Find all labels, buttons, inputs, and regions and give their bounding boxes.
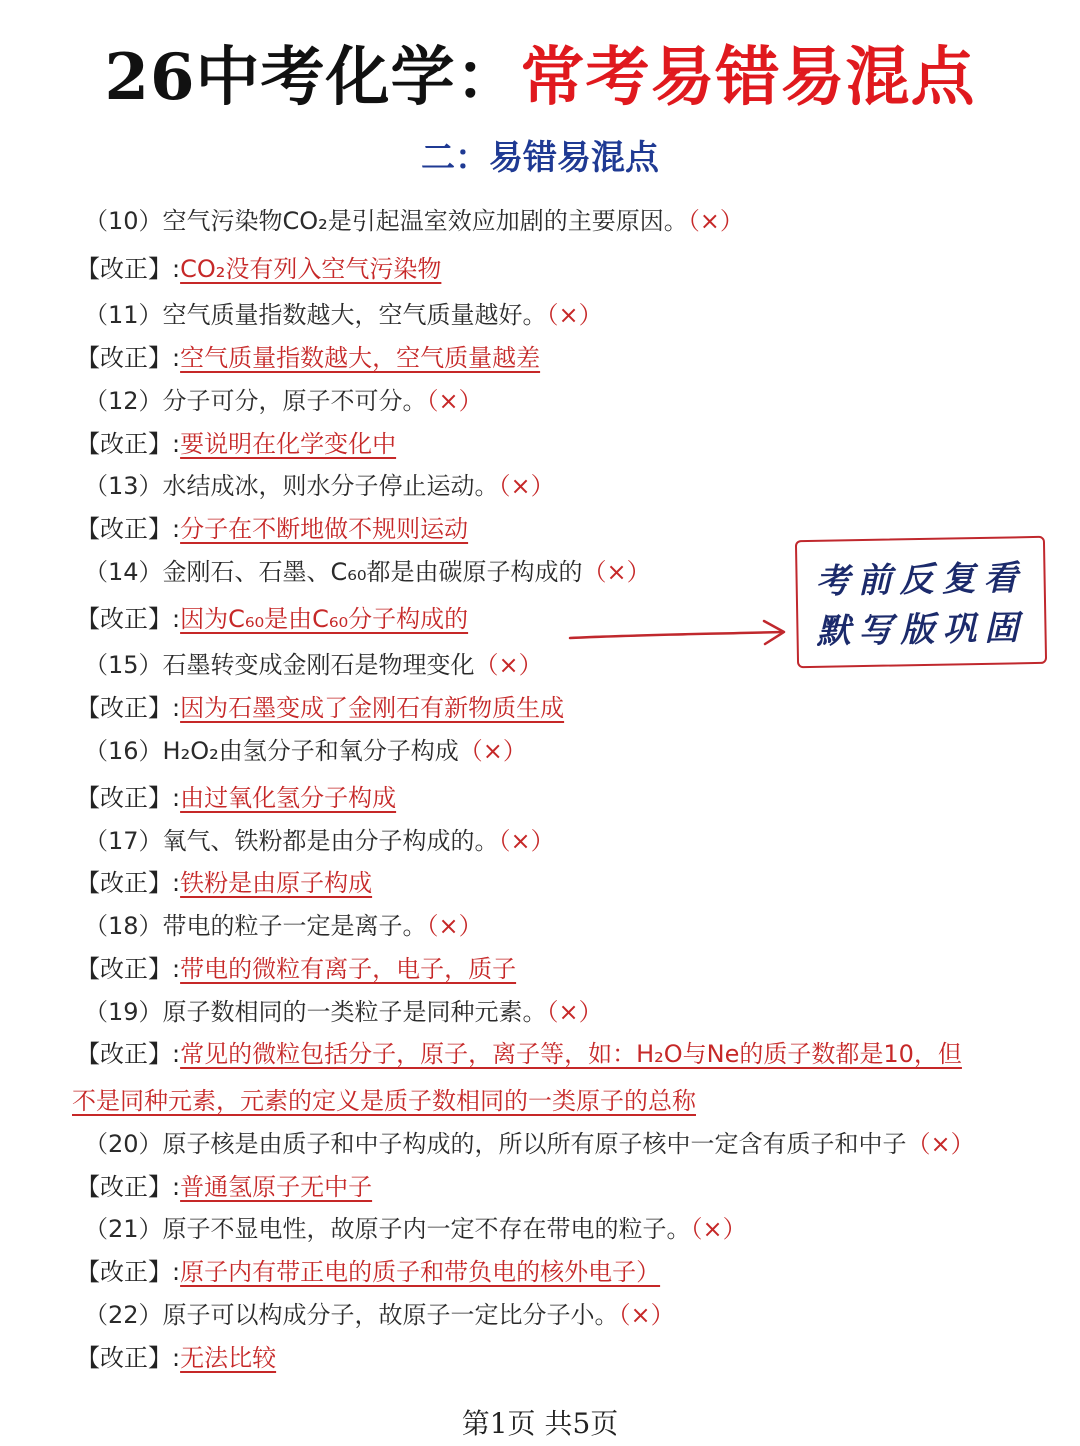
title-black-part: 26中考化学： (104, 40, 521, 115)
question-11: （11）空气质量指数越大，空气质量越好。（×） (84, 301, 603, 329)
correction-14: 【改正】:因为C₆₀是由C₆₀分子构成的 (76, 605, 469, 633)
correction-10: 【改正】:CO₂没有列入空气污染物 (76, 255, 442, 283)
section-subtitle: 二：易错易混点 (421, 138, 659, 178)
question-15: （15）石墨转变成金刚石是物理变化（×） (84, 651, 543, 679)
correction-11: 【改正】:空气质量指数越大，空气质量越差 (76, 344, 541, 372)
correction-20: 【改正】:普通氢原子无中子 (76, 1173, 373, 1201)
review-note-line-1: 考前反复看 (815, 558, 1026, 602)
question-14: （14）金刚石、石墨、C₆₀都是由碳原子构成的（×） (84, 558, 651, 586)
correction-18: 【改正】:带电的微粒有离子，电子，质子 (76, 955, 517, 983)
question-18: （18）带电的粒子一定是离子。（×） (84, 912, 483, 940)
arrow-right-icon (568, 616, 792, 656)
correction-12: 【改正】:要说明在化学变化中 (76, 430, 397, 458)
correction-17: 【改正】:铁粉是由原子构成 (76, 869, 373, 897)
question-13: （13）水结成冰，则水分子停止运动。（×） (84, 472, 555, 500)
review-note-box (795, 536, 1047, 668)
title-red-part: 常考易错易混点 (520, 40, 976, 115)
correction-21: 【改正】:原子内有带正电的质子和带负电的核外电子） (76, 1258, 661, 1286)
review-note-line-2: 默写版巩固 (816, 608, 1027, 652)
correction-13: 【改正】:分子在不断地做不规则运动 (76, 515, 469, 543)
question-20: （20）原子核是由质子和中子构成的，所以所有原子核中一定含有质子和中子（×） (84, 1130, 975, 1158)
question-22: （22）原子可以构成分子，故原子一定比分子小。（×） (84, 1301, 675, 1329)
question-19: （19）原子数相同的一类粒子是同种元素。（×） (84, 998, 603, 1026)
question-21: （21）原子不显电性，故原子内一定不存在带电的粒子。（×） (84, 1215, 747, 1243)
question-10: （10）空气污染物CO₂是引起温室效应加剧的主要原因。（×） (84, 207, 744, 235)
page-title (0, 38, 1080, 118)
correction-15: 【改正】:因为石墨变成了金刚石有新物质生成 (76, 694, 565, 722)
correction-19: 【改正】:常见的微粒包括分子，原子，离子等，如：H₂O与Ne的质子数都是10，但 (76, 1040, 962, 1068)
correction-19-continued: 不是同种元素，元素的定义是质子数相同的一类原子的总称 (72, 1087, 696, 1115)
page-number: 第1页 共5页 (461, 1407, 619, 1440)
correction-16: 【改正】:由过氧化氢分子构成 (76, 784, 397, 812)
correction-22: 【改正】:无法比较 (76, 1344, 277, 1372)
question-16: （16）H₂O₂由氢分子和氧分子构成（×） (84, 737, 527, 765)
question-12: （12）分子可分，原子不可分。（×） (84, 387, 483, 415)
question-17: （17）氧气、铁粉都是由分子构成的。（×） (84, 827, 555, 855)
